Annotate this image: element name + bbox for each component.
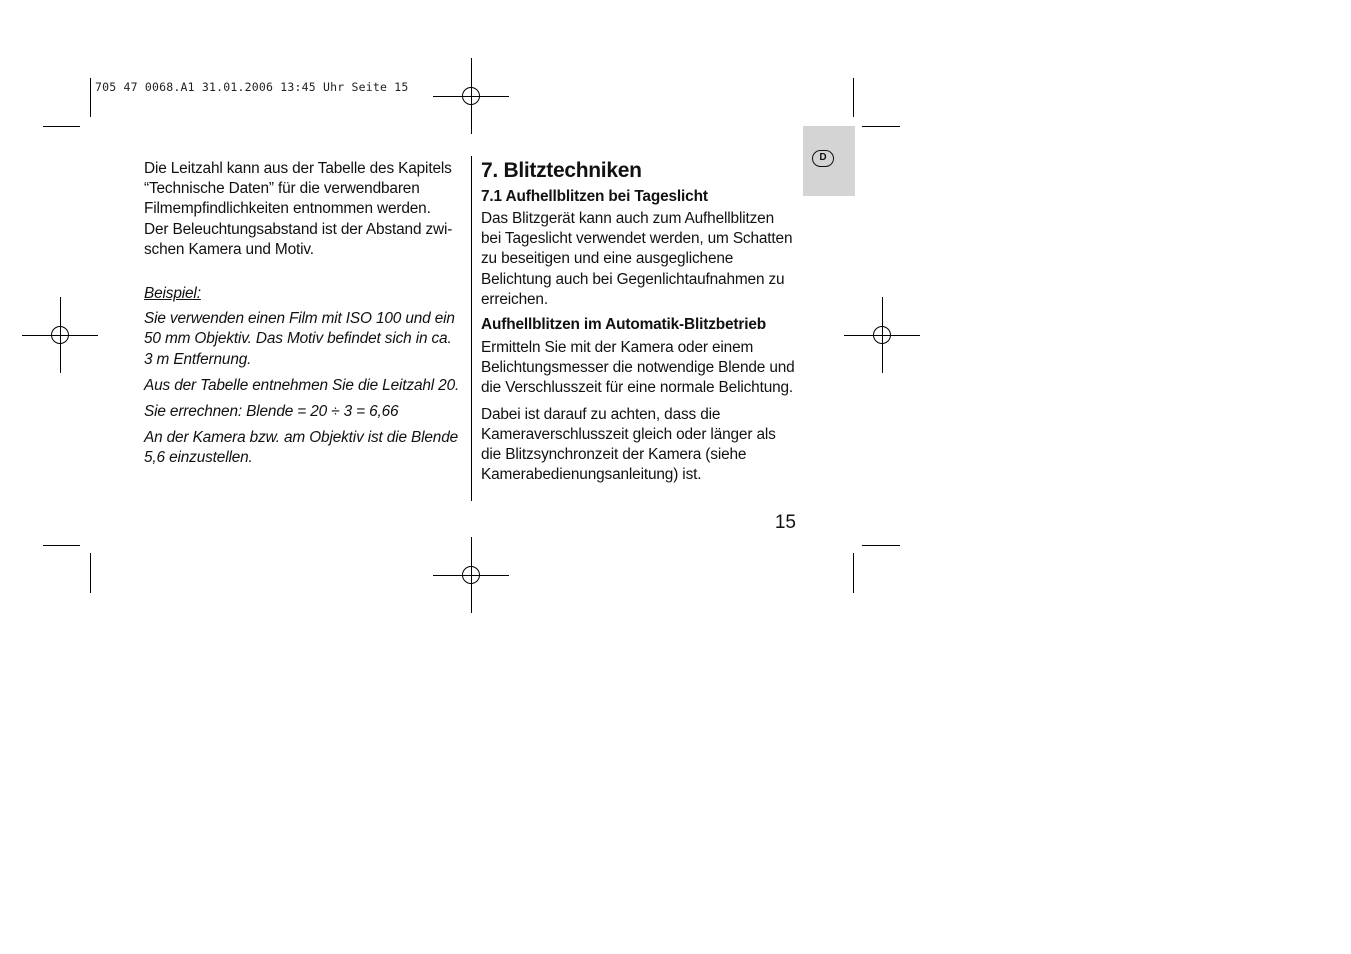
text-line: 50 mm Objektiv. Das Motiv befindet sich in ca. [144,330,452,348]
intro-paragraph [481,209,801,310]
text-line: Der Beleuchtungsabstand ist der Abstand zwi- [144,220,453,238]
crop-mark [862,126,900,127]
subsection-heading: 7.1 Aufhellblitzen bei Tageslicht [481,188,708,205]
registration-mark-left [22,297,98,373]
crop-mark [90,553,91,593]
text-line: “Technische Daten” für die verwendbaren [144,180,420,198]
text-line: zu beseitigen und eine ausgeglichene [481,250,734,268]
text-line: die Verschlusszeit für eine normale Belichtung. [481,379,794,397]
page-number: 15 [774,512,796,533]
crop-mark [90,78,91,117]
text-line: Ermitteln Sie mit der Kamera oder einem [481,339,754,357]
text-line: Aus der Tabelle entnehmen Sie die Leitzahl 20. [144,376,460,394]
registration-mark-right [844,297,920,373]
column-divider [471,156,472,501]
left-column [144,159,466,469]
registration-mark-bottom [433,537,509,613]
example-paragraph [144,309,466,370]
body-paragraph [481,338,801,399]
crop-mark [853,78,854,117]
example-paragraph [144,402,466,422]
example-block [144,309,466,468]
registration-mark-top [433,58,509,134]
language-badge: D [812,150,834,167]
text-line: Kameraverschlusszeit gleich oder länger als [481,425,776,443]
body-paragraph [481,405,801,486]
text-line: schen Kamera und Motiv. [144,240,314,258]
example-paragraph [144,376,466,396]
text-line: Das Blitzgerät kann auch zum Aufhellblitzen [481,210,774,227]
text-line: erreichen. [481,290,548,308]
text-line: Kamerabedienungsanleitung) ist. [481,466,702,484]
example-paragraph [144,428,466,468]
crop-mark [43,126,80,127]
text-line: Die Leitzahl kann aus der Tabelle des Kapitels [144,160,452,177]
text-line: die Blitzsynchronzeit der Kamera (siehe [481,446,747,464]
text-line: Sie verwenden einen Film mit ISO 100 und ein [144,310,455,328]
text-line: bei Tageslicht verwendet werden, um Schatten [481,230,793,248]
text-line: Filmempfindlichkeiten entnommen werden. [144,200,431,218]
print-slug-header: 705 47 0068.A1 31.01.2006 13:45 Uhr Seite 15 [95,80,409,94]
language-tab [803,126,855,196]
text-line: Belichtungsmesser die notwendige Blende und [481,359,795,377]
example-label: Beispiel: [144,285,201,303]
right-column [481,157,801,485]
automatic-flash-heading: Aufhellblitzen im Automatik-Blitzbetrieb [481,316,767,334]
text-line: 5,6 einzustellen. [144,449,253,467]
crop-mark [43,545,80,546]
text-line: Sie errechnen: Blende = 20 ÷ 3 = 6,66 [144,403,399,421]
guide-number-paragraph [144,159,466,260]
crop-mark [853,553,854,593]
crop-mark [862,545,900,546]
section-heading: 7. Blitztechniken [481,159,642,182]
text-line: 3 m Entfernung. [144,350,252,368]
text-line: An der Kamera bzw. am Objektiv ist die Blende [144,429,459,447]
text-line: Dabei ist darauf zu achten, dass die [481,405,721,423]
text-line: Belichtung auch bei Gegenlichtaufnahmen zu [481,270,785,288]
